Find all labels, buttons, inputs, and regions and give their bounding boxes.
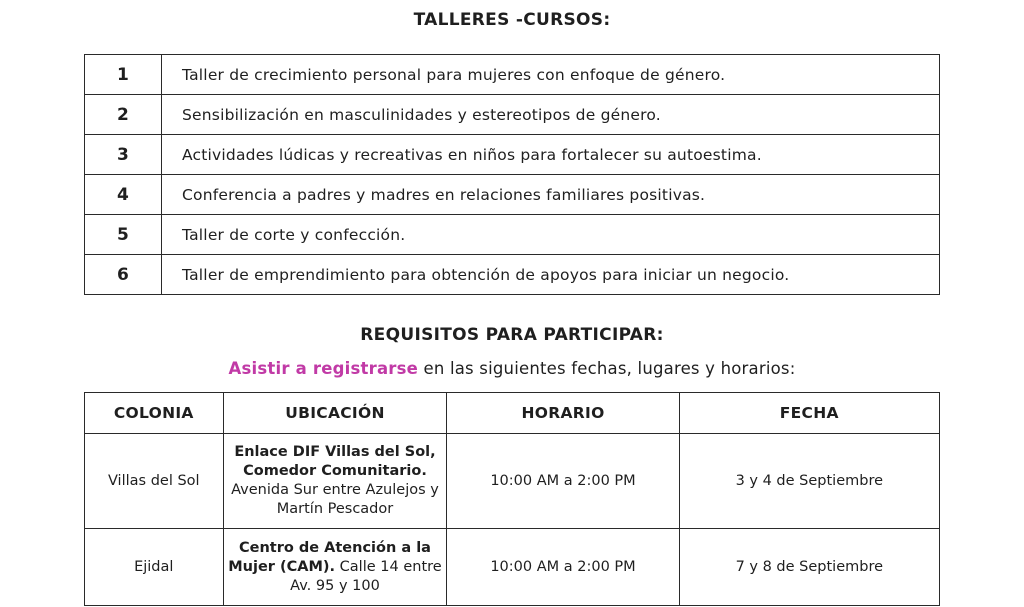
table-row xyxy=(85,175,940,215)
course-number: 1 xyxy=(85,55,162,95)
course-description: Conferencia a padres y madres en relaciones familiares positivas. xyxy=(162,175,940,215)
course-number: 2 xyxy=(85,95,162,135)
course-number: 4 xyxy=(85,175,162,215)
table-row xyxy=(85,434,940,529)
header-fecha: FECHA xyxy=(679,393,939,434)
fecha-cell: 3 y 4 de Septiembre xyxy=(679,434,939,529)
requisitos-title: REQUISITOS PARA PARTICIPAR: xyxy=(360,325,664,345)
ubicacion-address: Calle 14 entre Av. 95 y 100 xyxy=(290,558,442,594)
course-number: 3 xyxy=(85,135,162,175)
table-row xyxy=(85,135,940,175)
course-description: Taller de corte y confección. xyxy=(162,215,940,255)
colonia-cell: Ejidal xyxy=(85,529,224,606)
ubicacion-address: Avenida Sur entre Azulejos y Martín Pescador xyxy=(231,482,439,517)
header-ubicacion: UBICACIÓN xyxy=(223,393,447,434)
table-header-row xyxy=(85,393,940,434)
course-description: Taller de crecimiento personal para mujeres con enfoque de género. xyxy=(162,55,940,95)
table-row xyxy=(85,255,940,295)
course-number: 5 xyxy=(85,215,162,255)
course-description: Actividades lúdicas y recreativas en niños para fortalecer su autoestima. xyxy=(162,135,940,175)
ubicacion-name: Enlace DIF Villas del Sol, Comedor Comunitario. xyxy=(234,444,436,479)
table-row xyxy=(85,529,940,606)
courses-table xyxy=(84,54,940,295)
ubicacion-name: Centro de Atención a la Mujer (CAM). xyxy=(228,539,431,575)
table-row xyxy=(85,95,940,135)
table-row xyxy=(85,55,940,95)
header-colonia: COLONIA xyxy=(85,393,224,434)
talleres-title: TALLERES -CURSOS: xyxy=(413,10,611,30)
horario-cell: 10:00 AM a 2:00 PM xyxy=(447,529,679,606)
requisitos-instructions xyxy=(0,359,1024,378)
fecha-cell: 7 y 8 de Septiembre xyxy=(679,529,939,606)
course-description: Sensibilización en masculinidades y estereotipos de género. xyxy=(162,95,940,135)
ubicacion-cell xyxy=(223,434,447,529)
course-number: 6 xyxy=(85,255,162,295)
schedule-table xyxy=(84,392,940,606)
ubicacion-cell xyxy=(223,529,447,606)
course-description: Taller de emprendimiento para obtención de apoyos para iniciar un negocio. xyxy=(162,255,940,295)
header-horario: HORARIO xyxy=(447,393,679,434)
horario-cell: 10:00 AM a 2:00 PM xyxy=(447,434,679,529)
colonia-cell: Villas del Sol xyxy=(85,434,224,529)
instructions-text: en las siguientes fechas, lugares y horarios: xyxy=(418,359,796,378)
register-highlight: Asistir a registrarse xyxy=(228,359,419,378)
table-row xyxy=(85,215,940,255)
